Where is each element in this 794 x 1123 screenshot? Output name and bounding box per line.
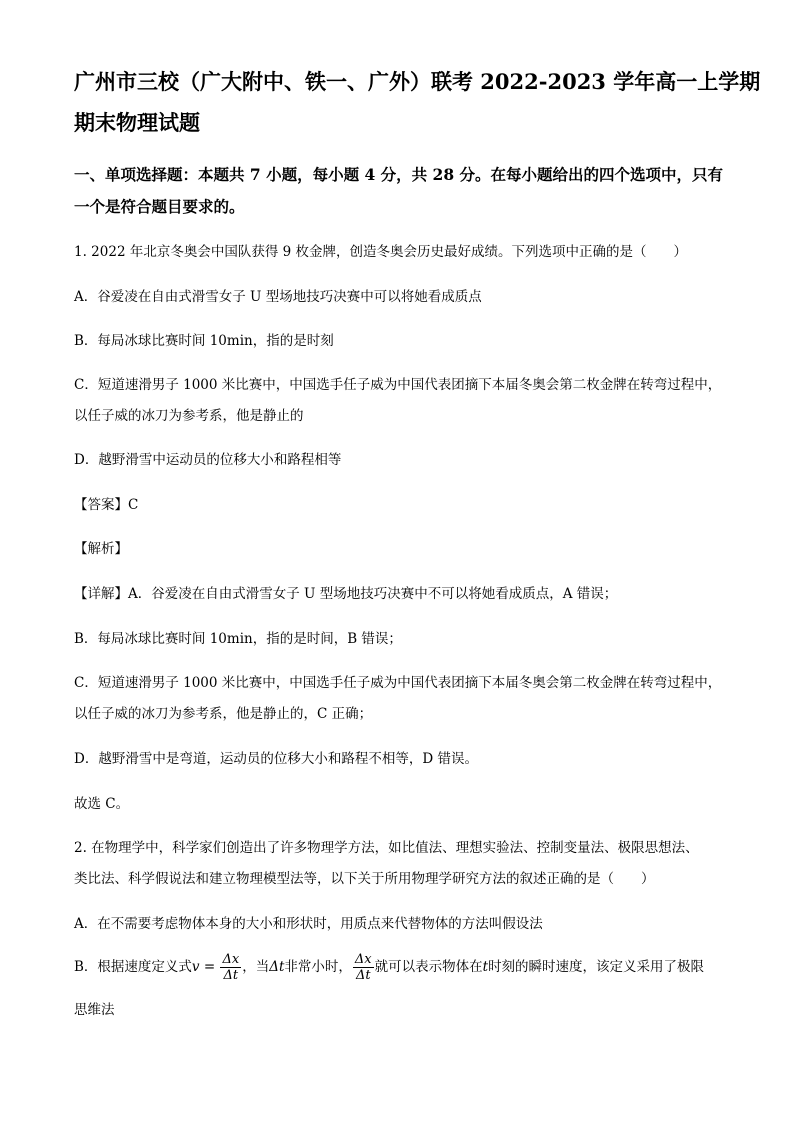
fraction-denominator: Δt [223,968,239,983]
velocity-fraction-2 [353,952,374,983]
section-heading-line-2: 一个是符合题目要求的。 [74,197,245,216]
question-1-option-b: B．每局冰球比赛时间 10min，指的是时刻 [74,333,334,349]
section-heading-line-1: 一、单项选择题：本题共 7 小题，每小题 4 分，共 28 分。在每小题给出的四个选项中，只有 [74,165,724,184]
option-b-mid-2: 非常小时， [284,959,352,975]
fraction-numerator: Δx [354,952,372,967]
question-1-conclusion: 故选 C。 [74,796,130,812]
option-b-tail: 时刻的瞬时速度，该定义采用了极限 [488,959,705,975]
fraction-numerator: Δx [222,952,240,967]
option-b-prefix: B．根据速度定义式 [74,959,192,975]
question-1-detail-d: D．越野滑雪中是弯道，运动员的位移大小和路程不相等，D 错误。 [74,751,478,767]
option-b-mid-3: 就可以表示物体在 [374,959,483,975]
question-1-option-a: A．谷爱凌在自由式滑雪女子 U 型场地技巧决赛中可以将她看成质点 [74,289,482,305]
exam-title-line-1: 广州市三校（广大附中、铁一、广外）联考 2022-2023 学年高一上学期 [74,69,761,94]
option-b-mid-1: ，当 [242,959,270,975]
question-1-option-c-line-1: C．短道速滑男子 1000 米比赛中，中国选手任子威为中国代表团摘下本届冬奥会第二枚金牌在转弯过程中， [74,377,722,393]
question-1-answer: 【答案】C [74,497,139,513]
fraction-denominator: Δt [355,968,371,983]
question-1-analysis-label: 【解析】 [74,541,128,557]
equals-sign: = [199,959,220,975]
question-1-option-c-line-2: 以任子威的冰刀为参考系，他是静止的 [74,408,304,424]
velocity-fraction-1 [220,952,241,983]
question-1-option-d: D．越野滑雪中运动员的位移大小和路程相等 [74,452,342,468]
question-1-detail-a: 【详解】A．谷爱凌在自由式滑雪女子 U 型场地技巧决赛中不可以将她看成质点，A 错误； [74,586,618,602]
time-symbol: t [482,959,489,975]
question-2-stem-line-1: 2. 在物理学中，科学家们创造出了许多物理学方法，如比值法、理想实验法、控制变量法、极限思想法、 [74,840,699,856]
question-1-detail-c-line-2: 以任子威的冰刀为参考系，他是静止的，C 正确； [74,706,373,722]
exam-title-line-2: 期末物理试题 [74,110,200,135]
question-2-option-b-line-1 [74,952,734,983]
velocity-symbol: v [191,959,200,975]
question-2-option-b-line-2: 思维法 [74,1002,115,1018]
question-1-detail-c-line-1: C．短道速滑男子 1000 米比赛中，中国选手任子威为中国代表团摘下本届冬奥会第二枚金牌在转弯过程中， [74,675,722,691]
question-2-option-a: A．在不需要考虑物体本身的大小和形状时，用质点来代替物体的方法叫假设法 [74,916,543,932]
question-1-stem: 1. 2022 年北京冬奥会中国队获得 9 枚金牌，创造冬奥会历史最好成绩。下列选项中正确的是（ ） [74,244,687,260]
delta-t-symbol: Δt [269,959,285,975]
question-1-detail-b: B．每局冰球比赛时间 10min，指的是时间，B 错误； [74,631,402,647]
question-2-stem-line-2: 类比法、科学假说法和建立物理模型法等，以下关于所用物理学研究方法的叙述正确的是（ ） [74,871,655,887]
